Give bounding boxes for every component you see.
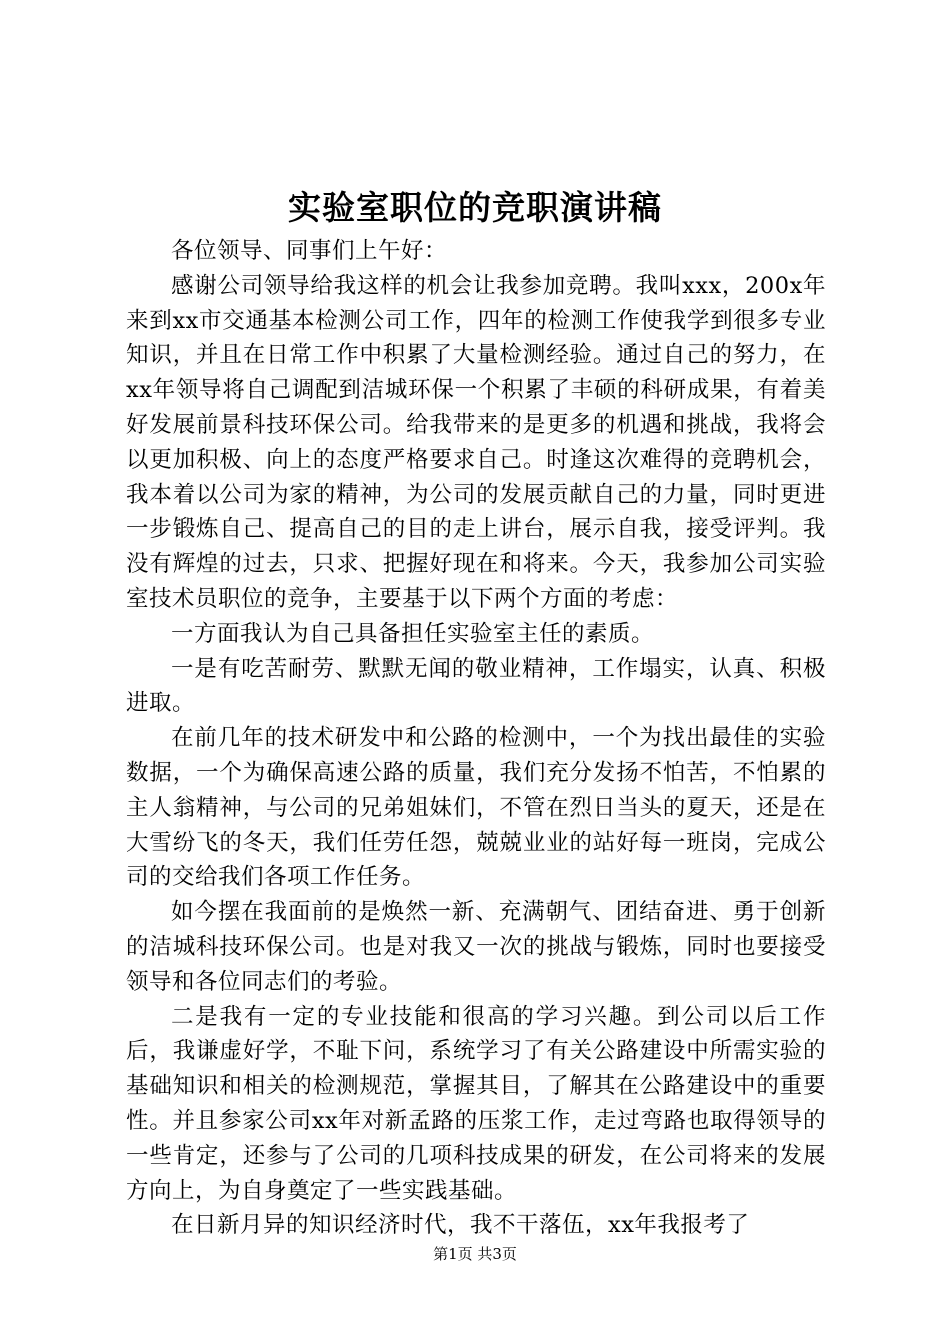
body-paragraph: 二是我有一定的专业技能和很高的学习兴趣。到公司以后工作后，我谦虚好学，不耻下问，系统学习了有关公路建设中所需实验的基础知识和相关的检测规范，掌握其目，了解其在公路建设中的重要性。并且参家公司xx年对新孟路的压浆工作，走过弯路也取得领导的一些肯定，还参与了公司的几项科技成果的研发，在公司将来的发展方向上，为自身奠定了一些实践基础。 — [126, 1003, 826, 1204]
page-footer: 第1页 共3页 — [433, 1245, 517, 1263]
body-paragraph: 一是有吃苦耐劳、默默无闻的敬业精神，工作塌实，认真、积极进取。 — [126, 655, 826, 717]
body-paragraph: 一方面我认为自己具备担任实验室主任的素质。 — [171, 620, 655, 647]
body-paragraph: 感谢公司领导给我这样的机会让我参加竞聘。我叫xxx，200x年来到xx市交通基本检测公司工作，四年的检测工作使我学到很多专业知识，并且在日常工作中积累了大量检测经验。通过自己的努力，在xx年领导将自己调配到洁城环保一个积累了丰硕的科研成果，有着美好发展前景科技环保公司。给我带来的是更多的机遇和挑战，我将会以更加积极、向上的态度严格要求自己。时逢这次难得的竞聘机会，我本着以公司为家的精神，为公司的发展贡献自己的力量，同时更进一步锻炼自己、提高自己的目的走上讲台，展示自我，接受评判。我没有辉煌的过去，只求、把握好现在和将来。今天，我参加公司实验室技术员职位的竞争，主要基于以下两个方面的考虑： — [126, 272, 826, 612]
body-paragraph: 在前几年的技术研发中和公路的检测中，一个为找出最佳的实验数据，一个为确保高速公路的质量，我们充分发扬不怕苦，不怕累的主人翁精神，与公司的兄弟姐妹们，不管在烈日当头的夏天，还是在大雪纷飞的冬天，我们任劳任怨，兢兢业业的站好每一班岗，完成公司的交给我们各项工作任务。 — [126, 725, 826, 891]
greeting-paragraph: 各位领导、同事们上午好： — [171, 238, 448, 264]
document-body — [126, 234, 826, 1243]
document-title: 实验室职位的竞职演讲稿 — [288, 188, 662, 227]
body-paragraph: 在日新月异的知识经济时代，我不干落伍，xx年我报考了 — [171, 1212, 750, 1239]
body-paragraph: 如今摆在我面前的是焕然一新、充满朝气、团结奋进、勇于创新的洁城科技环保公司。也是对我又一次的挑战与锻炼，同时也要接受领导和各位同志们的考验。 — [126, 899, 826, 995]
